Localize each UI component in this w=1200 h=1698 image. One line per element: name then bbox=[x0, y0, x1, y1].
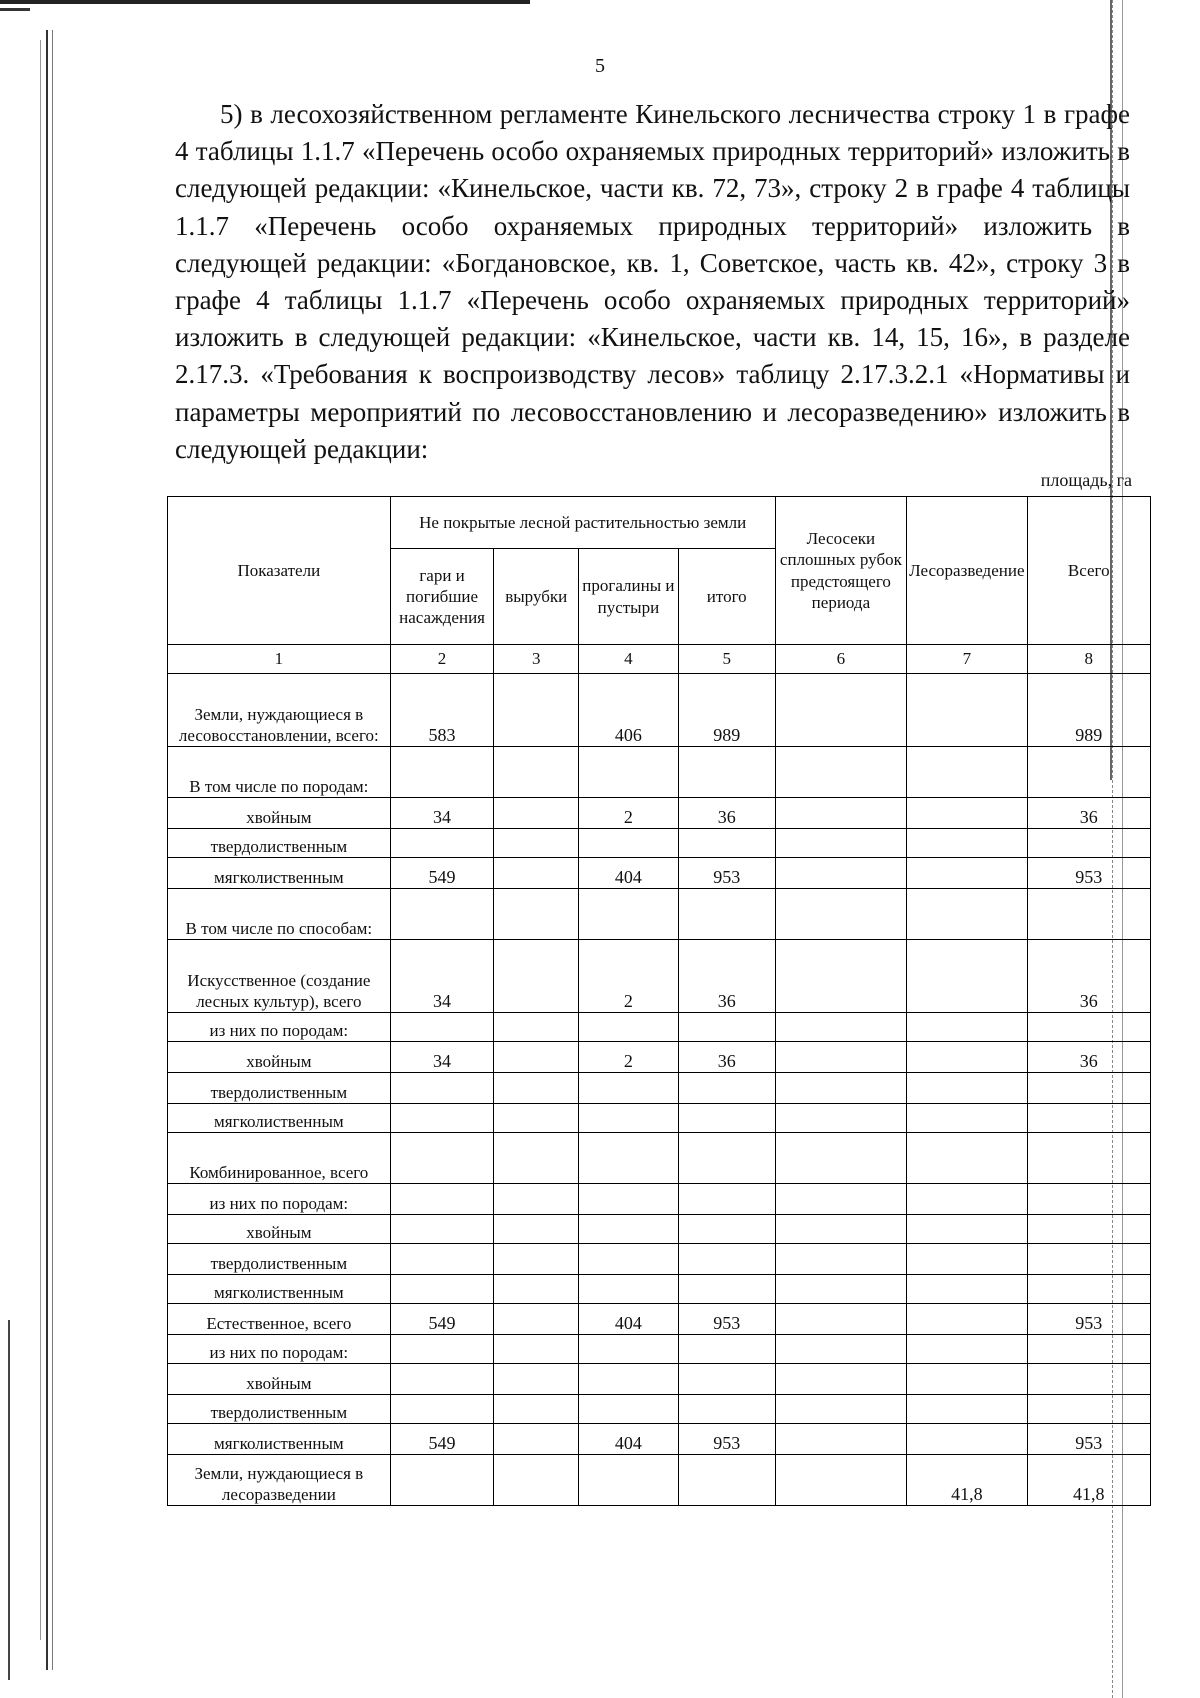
table-cell: 36 bbox=[1027, 940, 1151, 1013]
table-cell bbox=[1027, 747, 1151, 798]
table-cell bbox=[678, 1395, 775, 1424]
table-cell bbox=[1027, 1184, 1151, 1215]
table-row bbox=[168, 1215, 1151, 1244]
table-cell bbox=[494, 1304, 579, 1335]
table-cell bbox=[678, 1335, 775, 1364]
row-label: Земли, нуждающиеся в лесовосстановлении, всего: bbox=[168, 674, 391, 747]
table-cell: 953 bbox=[678, 858, 775, 889]
table-row bbox=[168, 1184, 1151, 1215]
column-number: 7 bbox=[907, 645, 1027, 674]
table-cell bbox=[775, 1042, 906, 1073]
row-label: твердолиственным bbox=[168, 1395, 391, 1424]
row-label: мягколиственным bbox=[168, 1424, 391, 1455]
table-cell bbox=[579, 889, 679, 940]
row-label: из них по породам: bbox=[168, 1335, 391, 1364]
table-cell bbox=[390, 1073, 494, 1104]
table-cell bbox=[775, 1335, 906, 1364]
table-cell bbox=[907, 1104, 1027, 1133]
table-cell bbox=[678, 1184, 775, 1215]
table-body bbox=[168, 645, 1151, 1506]
table-cell bbox=[907, 747, 1027, 798]
table-cell: 34 bbox=[390, 1042, 494, 1073]
table-row bbox=[168, 1133, 1151, 1184]
row-label: хвойным bbox=[168, 798, 391, 829]
table-cell bbox=[390, 1455, 494, 1506]
table-cell bbox=[494, 889, 579, 940]
table-cell bbox=[775, 940, 906, 1013]
table-cell bbox=[907, 889, 1027, 940]
column-number: 4 bbox=[579, 645, 679, 674]
table-cell bbox=[907, 858, 1027, 889]
table-cell: 404 bbox=[579, 858, 679, 889]
table-cell bbox=[775, 1215, 906, 1244]
table-cell bbox=[390, 1244, 494, 1275]
table-cell bbox=[678, 747, 775, 798]
column-number: 3 bbox=[494, 645, 579, 674]
table-cell bbox=[579, 1104, 679, 1133]
table-cell bbox=[678, 1215, 775, 1244]
table-cell bbox=[678, 1244, 775, 1275]
table-cell bbox=[678, 1455, 775, 1506]
table-cell bbox=[775, 1275, 906, 1304]
row-label: хвойным bbox=[168, 1364, 391, 1395]
table-cell: 549 bbox=[390, 1304, 494, 1335]
table-row bbox=[168, 1395, 1151, 1424]
table-cell bbox=[907, 1184, 1027, 1215]
column-number: 2 bbox=[390, 645, 494, 674]
table-cell bbox=[579, 1215, 679, 1244]
table-cell bbox=[494, 798, 579, 829]
table-cell bbox=[678, 1133, 775, 1184]
table-cell bbox=[775, 1184, 906, 1215]
table-cell bbox=[390, 1215, 494, 1244]
table-cell bbox=[907, 1304, 1027, 1335]
table-cell bbox=[775, 1395, 906, 1424]
row-label: из них по породам: bbox=[168, 1013, 391, 1042]
table-cell: 953 bbox=[1027, 1424, 1151, 1455]
table-cell: 953 bbox=[678, 1304, 775, 1335]
table-cell bbox=[1027, 1275, 1151, 1304]
table-cell: 953 bbox=[1027, 858, 1151, 889]
table-cell: 36 bbox=[1027, 798, 1151, 829]
table-cell bbox=[907, 1073, 1027, 1104]
table-cell: 953 bbox=[678, 1424, 775, 1455]
table-cell bbox=[907, 674, 1027, 747]
table-cell bbox=[1027, 1335, 1151, 1364]
table-cell bbox=[907, 1395, 1027, 1424]
table-row bbox=[168, 940, 1151, 1013]
row-label: твердолиственным bbox=[168, 1073, 391, 1104]
unit-label: площадь, га bbox=[1040, 470, 1132, 490]
table-cell bbox=[494, 747, 579, 798]
table-cell: 2 bbox=[579, 798, 679, 829]
table-cell bbox=[678, 1073, 775, 1104]
table-cell bbox=[907, 798, 1027, 829]
table-cell bbox=[494, 1013, 579, 1042]
table-cell bbox=[1027, 1073, 1151, 1104]
table-cell bbox=[775, 1133, 906, 1184]
column-number: 1 bbox=[168, 645, 391, 674]
table-cell bbox=[678, 1013, 775, 1042]
row-label: хвойным bbox=[168, 1215, 391, 1244]
table-cell bbox=[579, 1133, 679, 1184]
table-cell bbox=[775, 1364, 906, 1395]
page-number: 5 bbox=[595, 55, 605, 77]
table-cell bbox=[390, 1395, 494, 1424]
table-cell bbox=[494, 1335, 579, 1364]
table-cell bbox=[579, 1395, 679, 1424]
table-cell: 989 bbox=[678, 674, 775, 747]
header-felling: вырубки bbox=[494, 549, 579, 645]
table-cell bbox=[494, 1042, 579, 1073]
table-cell bbox=[579, 829, 679, 858]
table-cell bbox=[907, 1335, 1027, 1364]
table-row bbox=[168, 1013, 1151, 1042]
row-label: твердолиственным bbox=[168, 829, 391, 858]
header-afforestation: Лесоразведение bbox=[907, 497, 1027, 645]
table-cell bbox=[907, 1013, 1027, 1042]
row-label: Земли, нуждающиеся в лесоразведении bbox=[168, 1455, 391, 1506]
row-label: Естественное, всего bbox=[168, 1304, 391, 1335]
table-row bbox=[168, 1304, 1151, 1335]
table-cell bbox=[907, 1133, 1027, 1184]
table-cell bbox=[907, 1364, 1027, 1395]
table-cell: 2 bbox=[579, 940, 679, 1013]
table-cell bbox=[678, 1364, 775, 1395]
table-cell: 34 bbox=[390, 798, 494, 829]
table-cell: 41,8 bbox=[1027, 1455, 1151, 1506]
row-label: мягколиственным bbox=[168, 858, 391, 889]
table-cell bbox=[390, 1364, 494, 1395]
table-cell bbox=[775, 1104, 906, 1133]
table-cell bbox=[1027, 1133, 1151, 1184]
table-cell bbox=[494, 674, 579, 747]
table-cell bbox=[390, 1133, 494, 1184]
table-cell bbox=[494, 1395, 579, 1424]
scan-edge-top bbox=[0, 0, 530, 4]
scan-edge-left-bottom bbox=[8, 1320, 10, 1680]
table-row bbox=[168, 1335, 1151, 1364]
table-cell bbox=[775, 889, 906, 940]
table-cell: 404 bbox=[579, 1424, 679, 1455]
table-cell: 549 bbox=[390, 1424, 494, 1455]
table-cell bbox=[579, 1013, 679, 1042]
table-cell bbox=[494, 1424, 579, 1455]
row-label: хвойным bbox=[168, 1042, 391, 1073]
table-cell: 34 bbox=[390, 940, 494, 1013]
table-cell: 41,8 bbox=[907, 1455, 1027, 1506]
scan-edge-top-mark bbox=[0, 8, 30, 11]
table-cell: 583 bbox=[390, 674, 494, 747]
table-cell bbox=[494, 1364, 579, 1395]
table-cell bbox=[494, 1073, 579, 1104]
row-label: твердолиственным bbox=[168, 1244, 391, 1275]
table-cell bbox=[775, 674, 906, 747]
table-cell: 36 bbox=[678, 798, 775, 829]
table-cell bbox=[678, 889, 775, 940]
table-cell bbox=[494, 1133, 579, 1184]
header-clearcut: Лесосеки сплошных рубок предстоящего периода bbox=[775, 497, 906, 645]
table-cell bbox=[775, 858, 906, 889]
table-cell bbox=[775, 798, 906, 829]
table-row bbox=[168, 1073, 1151, 1104]
row-label: мягколиственным bbox=[168, 1275, 391, 1304]
table-cell bbox=[1027, 1395, 1151, 1424]
row-label: мягколиственным bbox=[168, 1104, 391, 1133]
table-cell bbox=[494, 1184, 579, 1215]
table-cell bbox=[775, 1455, 906, 1506]
table-cell bbox=[390, 1013, 494, 1042]
table-cell bbox=[775, 1244, 906, 1275]
row-label: из них по породам: bbox=[168, 1184, 391, 1215]
table-cell bbox=[390, 1335, 494, 1364]
header-glades: прогалины и пустыри bbox=[579, 549, 679, 645]
table-cell bbox=[494, 1244, 579, 1275]
table-cell bbox=[494, 940, 579, 1013]
table-cell bbox=[907, 1275, 1027, 1304]
table-cell bbox=[494, 858, 579, 889]
table-row bbox=[168, 1455, 1151, 1506]
table-row bbox=[168, 798, 1151, 829]
table-cell: 36 bbox=[678, 1042, 775, 1073]
table-cell bbox=[907, 1424, 1027, 1455]
scan-edge-left-faint bbox=[40, 40, 41, 1640]
table-cell bbox=[390, 829, 494, 858]
table-cell: 2 bbox=[579, 1042, 679, 1073]
table-cell bbox=[678, 829, 775, 858]
scan-edge-left bbox=[46, 30, 48, 1670]
table-row bbox=[168, 1275, 1151, 1304]
table-cell: 953 bbox=[1027, 1304, 1151, 1335]
table-cell bbox=[579, 1364, 679, 1395]
table-cell bbox=[907, 1244, 1027, 1275]
column-numbers-row bbox=[168, 645, 1151, 674]
table-row bbox=[168, 1244, 1151, 1275]
table-cell bbox=[907, 1215, 1027, 1244]
table-row bbox=[168, 1424, 1151, 1455]
header-indicators: Показатели bbox=[168, 497, 391, 645]
table-cell bbox=[1027, 889, 1151, 940]
table-cell bbox=[775, 747, 906, 798]
table-cell bbox=[494, 1455, 579, 1506]
table-cell: 406 bbox=[579, 674, 679, 747]
column-number: 8 bbox=[1027, 645, 1151, 674]
table-cell: 989 bbox=[1027, 674, 1151, 747]
row-label: В том числе по способам: bbox=[168, 889, 391, 940]
table-cell bbox=[579, 1184, 679, 1215]
table-cell bbox=[1027, 1364, 1151, 1395]
table-cell bbox=[579, 1335, 679, 1364]
table-cell bbox=[579, 1275, 679, 1304]
row-label: В том числе по породам: bbox=[168, 747, 391, 798]
table-cell bbox=[775, 1013, 906, 1042]
table-cell bbox=[1027, 1244, 1151, 1275]
table-cell bbox=[494, 829, 579, 858]
table-cell bbox=[579, 1244, 679, 1275]
row-label: Комбинированное, всего bbox=[168, 1133, 391, 1184]
table-cell bbox=[1027, 1215, 1151, 1244]
table-cell bbox=[390, 747, 494, 798]
row-label: Искусственное (создание лесных культур), всего bbox=[168, 940, 391, 1013]
table-row bbox=[168, 747, 1151, 798]
table-cell bbox=[1027, 1104, 1151, 1133]
table-row bbox=[168, 829, 1151, 858]
table-cell bbox=[390, 1104, 494, 1133]
table-cell: 549 bbox=[390, 858, 494, 889]
table-cell bbox=[579, 1455, 679, 1506]
table-cell: 36 bbox=[1027, 1042, 1151, 1073]
table-cell bbox=[775, 1304, 906, 1335]
table-row bbox=[168, 1104, 1151, 1133]
table-cell bbox=[775, 1424, 906, 1455]
table-cell bbox=[907, 1042, 1027, 1073]
table-cell bbox=[1027, 1013, 1151, 1042]
table-row bbox=[168, 1364, 1151, 1395]
table-cell bbox=[775, 829, 906, 858]
table-cell bbox=[678, 1275, 775, 1304]
table-cell bbox=[678, 1104, 775, 1133]
table-row bbox=[168, 858, 1151, 889]
column-number: 6 bbox=[775, 645, 906, 674]
amendment-paragraph: 5) в лесохозяйственном регламенте Кинельского лесничества строку 1 в графе 4 таблицы 1.1.7 «Перечень особо охраняемых природных территорий» изложить в следующей редакции: «Кинельское, части кв. 72, 73», строку 2 в графе 4 таблицы 1.1.7 «Перечень особо охраняемых природных территорий» изложить в следующей редакции: «Богдановское, кв. 1, Советское, часть кв. 42», строку 3 в графе 4 таблицы 1.1.7 «Перечень особо охраняемых природных территорий» изложить в следующей редакции: «Кинельское, части кв. 14, 15, 16», в разделе 2.17.3. «Требования к воспроизводству лесов» таблицу 2.17.3.2.1 «Нормативы и параметры мероприятий по лесовосстановлению и лесоразведению» изложить в следующей редакции: bbox=[175, 99, 1130, 464]
table-cell bbox=[1027, 829, 1151, 858]
table-cell bbox=[494, 1275, 579, 1304]
table-cell: 404 bbox=[579, 1304, 679, 1335]
table-cell bbox=[907, 940, 1027, 1013]
header-not-covered-group: Не покрытые лесной растительностью земли bbox=[390, 497, 775, 549]
table-cell bbox=[390, 1184, 494, 1215]
reforestation-table bbox=[167, 496, 1151, 1506]
table-cell: 36 bbox=[678, 940, 775, 1013]
header-total: Всего bbox=[1027, 497, 1151, 645]
header-burnt: гари и погибшие насаждения bbox=[390, 549, 494, 645]
table-cell bbox=[579, 1073, 679, 1104]
table-row bbox=[168, 674, 1151, 747]
header-subtotal: итого bbox=[678, 549, 775, 645]
table-cell bbox=[494, 1104, 579, 1133]
table-cell bbox=[579, 747, 679, 798]
column-number: 5 bbox=[678, 645, 775, 674]
table-cell bbox=[390, 889, 494, 940]
table-cell bbox=[390, 1275, 494, 1304]
scan-edge-left-inner bbox=[52, 30, 53, 1670]
table-row bbox=[168, 1042, 1151, 1073]
table-cell bbox=[775, 1073, 906, 1104]
table-cell bbox=[494, 1215, 579, 1244]
table-row bbox=[168, 889, 1151, 940]
table-cell bbox=[907, 829, 1027, 858]
